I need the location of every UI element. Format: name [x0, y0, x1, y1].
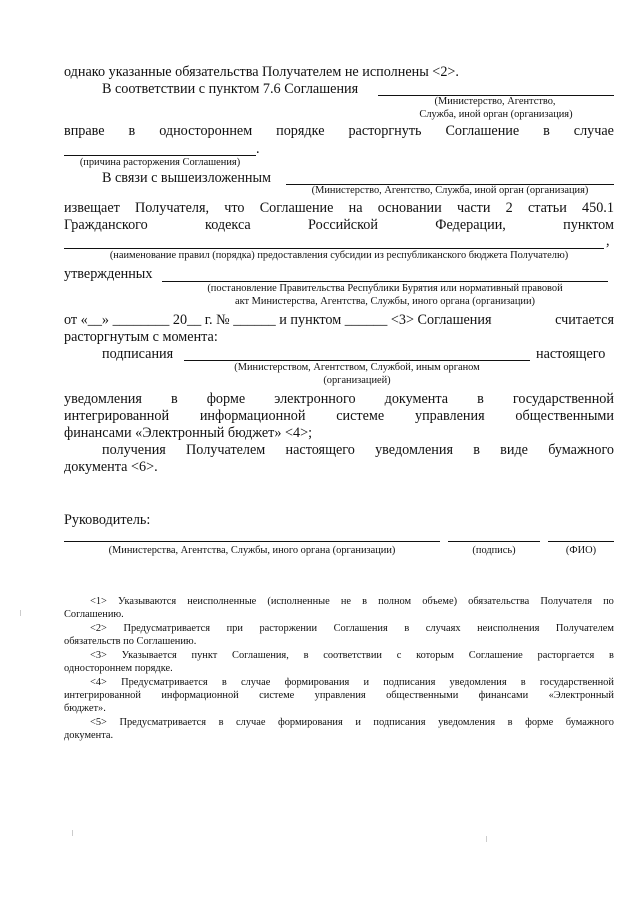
word: в: [609, 650, 614, 661]
word: считается: [555, 312, 614, 328]
text-line-finance: финансами «Электронный бюджет» <4>;: [64, 425, 313, 441]
signature-org-line: [64, 541, 440, 542]
word: уведомления: [449, 677, 507, 688]
word: Соглашение: [468, 650, 523, 661]
word: соответствии: [323, 650, 382, 661]
word: 2: [505, 200, 513, 216]
word: в: [543, 123, 550, 139]
word: случаях: [425, 623, 461, 634]
word: в: [221, 677, 227, 688]
word: управления: [414, 408, 485, 424]
word: Указывается: [121, 650, 177, 661]
caption-signature: (подпись): [472, 545, 516, 556]
word: информационной: [199, 408, 306, 424]
footnote-5: [90, 716, 614, 729]
text-line-notifies: [64, 199, 614, 217]
word: уведомления: [64, 391, 142, 407]
caption-ministry-2: Служба, иной орган (организация): [419, 109, 573, 120]
word: формирования: [284, 677, 350, 688]
word: <3>: [90, 650, 107, 661]
word: виде: [500, 442, 528, 458]
text-line-paper-doc: документа <6>.: [64, 459, 158, 475]
word: основании: [377, 200, 442, 216]
text-date-number: от «__» ________ 20__ г. № ______ и пунктом ______ <3> Соглашения: [64, 312, 492, 328]
word: общественными: [515, 408, 614, 424]
word: уведомления: [375, 442, 454, 458]
word: формирования: [278, 717, 343, 728]
word: информационной: [161, 690, 239, 701]
word: что: [224, 200, 245, 216]
footnote-5-line-2: документа.: [64, 730, 114, 741]
word: интегрированной: [64, 690, 141, 701]
text-line-date-number: [64, 311, 614, 329]
word: форме: [206, 391, 246, 407]
comma: ,: [606, 233, 610, 249]
word: «Электронный: [548, 690, 614, 701]
word: подписания: [383, 677, 436, 688]
word: электронного: [274, 391, 356, 407]
word: Предусматривается: [119, 717, 207, 728]
word: (исполненные: [267, 596, 330, 607]
text-line-civil-code: [64, 216, 614, 234]
word: интегрированной: [64, 408, 170, 424]
footnote-1: [90, 595, 614, 608]
paragraph-clause-7-6: В соответствии с пунктом 7.6 Соглашения: [102, 81, 359, 97]
word: объеме): [422, 596, 458, 607]
word: <2>: [90, 623, 107, 634]
scan-speck: [72, 830, 73, 836]
paragraph-in-connection: В связи с вышеизложенным: [102, 170, 272, 186]
word: Федерации,: [435, 217, 506, 233]
word: Предусматривается: [121, 677, 208, 688]
word: на: [348, 200, 363, 216]
word: Получателем: [186, 442, 266, 458]
word: расторгнуть: [348, 123, 422, 139]
word: документа: [384, 391, 449, 407]
text-signing: подписания: [102, 346, 174, 362]
word: вправе: [64, 123, 105, 139]
word: <1>: [90, 596, 107, 607]
scan-speck: [20, 610, 21, 616]
word: Соглашения: [333, 623, 388, 634]
word: в: [507, 717, 513, 728]
text-terminated-from: расторгнутым с момента:: [64, 329, 218, 345]
word: расторжении: [259, 623, 318, 634]
text-this: настоящего: [536, 346, 606, 362]
word: случае: [573, 123, 614, 139]
word: в: [170, 391, 178, 407]
word: порядке: [276, 123, 325, 139]
word: в: [520, 677, 526, 688]
word: полном: [378, 596, 412, 607]
word: управления: [314, 690, 366, 701]
word: извещает: [64, 200, 120, 216]
word: финансами: [478, 690, 529, 701]
word: при: [226, 623, 243, 634]
word: неисполненные: [187, 596, 257, 607]
word: Получателя: [540, 596, 592, 607]
word: системе: [259, 690, 295, 701]
word: одностороннем: [159, 123, 253, 139]
caption-resolution-2: акт Министерства, Агентства, Службы, иного органа (организации): [235, 296, 535, 307]
word: получения: [102, 442, 166, 458]
word: подписания: [373, 717, 426, 728]
caption-fio: (ФИО): [565, 545, 597, 556]
word: случае: [240, 677, 271, 688]
caption-resolution-1: (постановление Правительства Республики Бурятия или нормативный правовой: [207, 283, 563, 294]
word: Соглашения,: [232, 650, 289, 661]
word: системе: [336, 408, 385, 424]
word: неисполнения: [477, 623, 540, 634]
word: общественными: [386, 690, 459, 701]
word: пунктом: [563, 217, 614, 233]
word: обязательства: [468, 596, 530, 607]
word: бумажного: [565, 717, 614, 728]
caption-rules: (наименование правил (порядка) предоставления субсидии из республиканского бюджета Получателю): [109, 250, 569, 261]
footnote-3-line-2: одностороннем порядке.: [64, 663, 173, 674]
footnote-4-line-2: [64, 689, 614, 702]
text-line-receiving: [102, 441, 614, 459]
footnote-4: [90, 676, 614, 689]
word: <4>: [90, 677, 107, 688]
text-approved: утвержденных: [64, 266, 153, 282]
word: государственной: [512, 391, 614, 407]
signature-line: [448, 541, 540, 542]
word: случае: [236, 717, 266, 728]
word: Соглашение: [445, 123, 520, 139]
word: по: [603, 596, 614, 607]
text-line-notification-form: [64, 390, 614, 408]
word: в: [128, 123, 136, 139]
word: бумажного: [548, 442, 614, 458]
word: части: [456, 200, 491, 216]
footnote-1-line-2: Соглашению.: [64, 609, 124, 620]
caption-ministry-full: (Министерство, Агентство, Служба, иной орган (организация): [311, 185, 589, 196]
word: форме: [525, 717, 554, 728]
word: Получателя,: [135, 200, 210, 216]
footnote-4-line-3: бюджет».: [64, 703, 106, 714]
word: Российской: [308, 217, 378, 233]
caption-reason: (причина расторжения Соглашения): [79, 157, 241, 168]
word: кодекса: [205, 217, 251, 233]
text-line-integrated: [64, 407, 614, 425]
word: в: [404, 623, 410, 634]
word: 450.1: [582, 200, 614, 216]
word: с: [396, 650, 402, 661]
text-line-right-to-terminate: [64, 122, 614, 140]
word: Гражданского: [64, 217, 148, 233]
footnote-3: [90, 649, 614, 662]
footnote-2: [90, 622, 614, 635]
footnote-2-line-2: обязательств по Соглашению.: [64, 636, 197, 647]
period: .: [256, 141, 260, 157]
word: не: [340, 596, 352, 607]
scan-speck: [486, 836, 487, 842]
caption-sign-org: (Министерства, Агентства, Службы, иного органа (организации): [108, 545, 396, 556]
word: <5>: [90, 717, 107, 728]
caption-by-ministry-2: (организацией): [323, 375, 391, 386]
text-line-not-fulfilled: однако указанные обязательства Получателем не исполнены <2>.: [64, 64, 459, 80]
word: уведомления: [438, 717, 496, 728]
caption-by-ministry-1: (Министерством, Агентством, Службой, иным органом: [234, 362, 480, 373]
head-label: Руководитель:: [64, 512, 151, 528]
word: пункт: [191, 650, 218, 661]
word: в: [218, 717, 224, 728]
word: в: [477, 391, 484, 407]
word: в: [303, 650, 309, 661]
word: и: [355, 717, 361, 728]
word: и: [363, 677, 370, 688]
word: Получателем: [555, 623, 614, 634]
word: статьи: [527, 200, 567, 216]
word: в: [362, 596, 368, 607]
word: которым: [416, 650, 455, 661]
word: государственной: [539, 677, 614, 688]
fio-line: [548, 541, 614, 542]
word: Указываются: [118, 596, 177, 607]
word: в: [473, 442, 480, 458]
word: Соглашение: [259, 200, 334, 216]
word: настоящего: [285, 442, 355, 458]
caption-ministry-1: (Министерство, Агентство,: [434, 96, 556, 107]
word: Предусматривается: [123, 623, 211, 634]
word: расторгается: [537, 650, 595, 661]
